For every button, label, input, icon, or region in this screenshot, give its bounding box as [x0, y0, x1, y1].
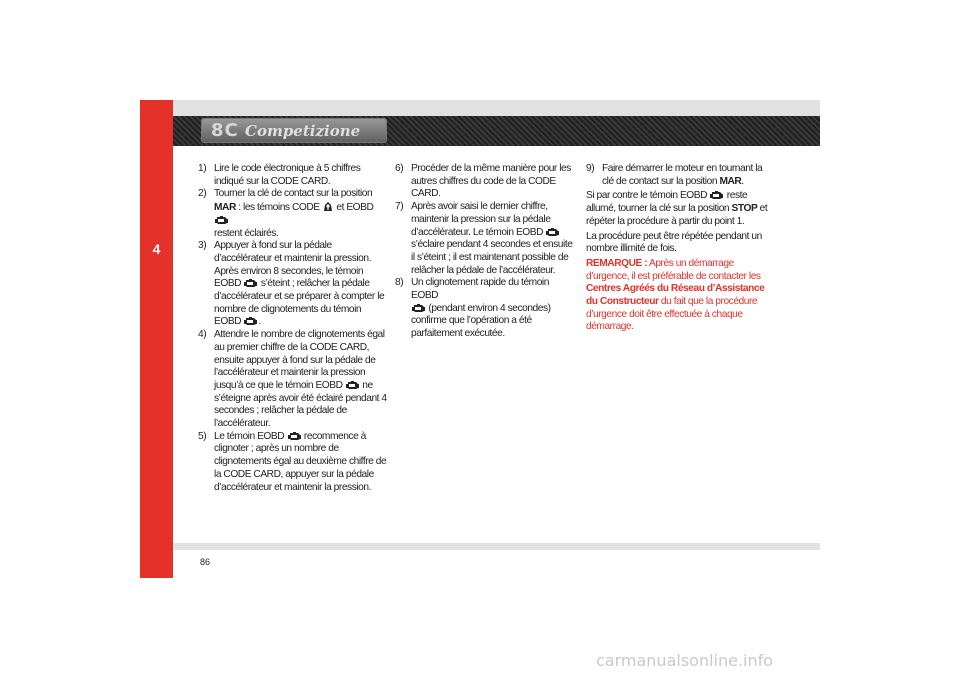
top-bar — [173, 100, 820, 116]
paragraph-warning-lit — [586, 190, 776, 228]
step-1 — [198, 163, 388, 188]
step-text: Appuyer à fond sur la pédale d’accélérateur et maintenir la pression. Après environ 8 secondes, le témoin EOBD — [214, 240, 371, 290]
step-text: : les témoins CODE — [235, 202, 322, 214]
note-text: Après un démarrage d’urgence, il est préférable de contacter les — [586, 257, 761, 282]
paragraph-text: Si par contre le témoin EOBD — [586, 190, 710, 202]
step-number: 6) — [395, 163, 404, 174]
step-text: Tourner la clé de contact sur la position — [214, 188, 373, 200]
step-9 — [586, 163, 776, 188]
step-2 — [198, 188, 388, 240]
key-position-stop: STOP — [731, 203, 758, 215]
key-position-mar: MAR — [719, 175, 742, 187]
engine-check-icon — [287, 431, 302, 441]
engine-check-icon — [545, 227, 560, 237]
step-number: 4) — [198, 329, 207, 341]
note-bold-text: Centres Agréés du Réseau d’Assistance du Constructeur — [586, 283, 765, 308]
engine-check-icon — [709, 190, 724, 200]
step-text: . — [741, 175, 744, 187]
engine-check-icon — [345, 380, 360, 390]
chapter-tab — [140, 100, 173, 578]
bottom-bar — [173, 543, 820, 550]
step-number: 1) — [198, 163, 207, 174]
step-number: 5) — [198, 430, 207, 442]
logo-script: Competizione — [245, 122, 361, 140]
step-number: 8) — [395, 277, 404, 289]
engine-check-icon — [411, 303, 426, 313]
chapter-number: 4 — [152, 241, 161, 257]
code-key-icon — [322, 201, 334, 212]
step-text: (pendant environ 4 secondes) confirme que l’opération a été parfaitement exécutée. — [411, 302, 551, 340]
note-block — [586, 258, 776, 334]
step-text: Le témoin EOBD — [214, 430, 287, 442]
paragraph-text: reste allumé, tourner la clé sur la position — [586, 190, 748, 215]
note-label: REMARQUE : — [586, 257, 648, 269]
header-banner — [173, 116, 820, 146]
step-text: s’éteint ; relâcher la pédale d’accélérateur et se préparer à compter le nombre de clignotements du témoin EOBD — [214, 278, 385, 328]
paragraph-text: La procédure peut être répétée pendant un nombre illimité de fois. — [586, 230, 762, 255]
step-text: . — [258, 316, 261, 328]
step-number: 2) — [198, 188, 207, 200]
step-text: ne s’éteigne après avoir été éclairé pendant 4 secondes ; relâcher la pédale de l’accélérateur. — [214, 379, 387, 430]
column-3 — [586, 163, 776, 334]
step-text: Attendre le nombre de clignotements égal au premier chiffre de la CODE CARD, ensuite appuyer à fond sur la pédale de l’accélérateur et maintenir la pression jusqu’à ce que le témoin EOBD — [214, 329, 385, 391]
page-number: 86 — [200, 557, 211, 567]
step-8 — [395, 277, 577, 341]
brand-logo — [201, 118, 387, 143]
step-text: Faire démarrer le moteur en tournant la clé de contact sur la position — [602, 163, 763, 187]
step-6 — [395, 163, 577, 201]
step-5 — [198, 431, 388, 495]
engine-check-icon — [243, 278, 258, 288]
engine-check-icon — [243, 316, 261, 328]
step-text: Lire le code électronique à 5 chiffres indiqué sur la CODE CARD. — [214, 163, 361, 187]
key-position-mar: MAR — [214, 202, 236, 214]
step-text: Un clignotement rapide du témoin EOBD — [411, 277, 549, 302]
column-1 — [198, 163, 388, 494]
note-text: du fait que la procédure d’urgence doit être effectuée à chaque démarrage. — [586, 296, 758, 333]
step-text: Après avoir saisi le dernier chiffre, maintenir la pression sur la pédale d’accélérateur. Le témoin EOBD — [411, 201, 551, 238]
step-7 — [395, 201, 577, 277]
column-2 — [395, 163, 577, 341]
paragraph-repeat — [586, 231, 776, 256]
step-number: 9) — [586, 163, 595, 174]
watermark: carmanualsonline.info — [596, 651, 774, 670]
step-text: restent éclairés. — [214, 227, 279, 239]
paragraph-text: et répéter la procédure à partir du point 1. — [586, 203, 768, 227]
step-4 — [198, 329, 388, 431]
step-text: Procéder de la même manière pour les autres chiffres du code de la CODE CARD. — [411, 163, 571, 200]
step-number: 3) — [198, 240, 207, 252]
engine-check-icon — [214, 215, 229, 225]
step-text: s’éclaire pendant 4 secondes et ensuite il s’éteint ; il est maintenant possible de relâcher la pédale de l’accélérateur. — [411, 239, 573, 276]
step-3 — [198, 240, 388, 329]
logo-bc: 8C — [211, 120, 239, 141]
step-text: et EOBD — [333, 202, 374, 214]
step-text: recommence à clignoter ; après un nombre de clignotements égal au deuxième chiffre de la CODE CARD, appuyer sur la pédale d’accélérateur et maintenir la pression. — [214, 430, 387, 493]
step-number: 7) — [395, 201, 404, 213]
